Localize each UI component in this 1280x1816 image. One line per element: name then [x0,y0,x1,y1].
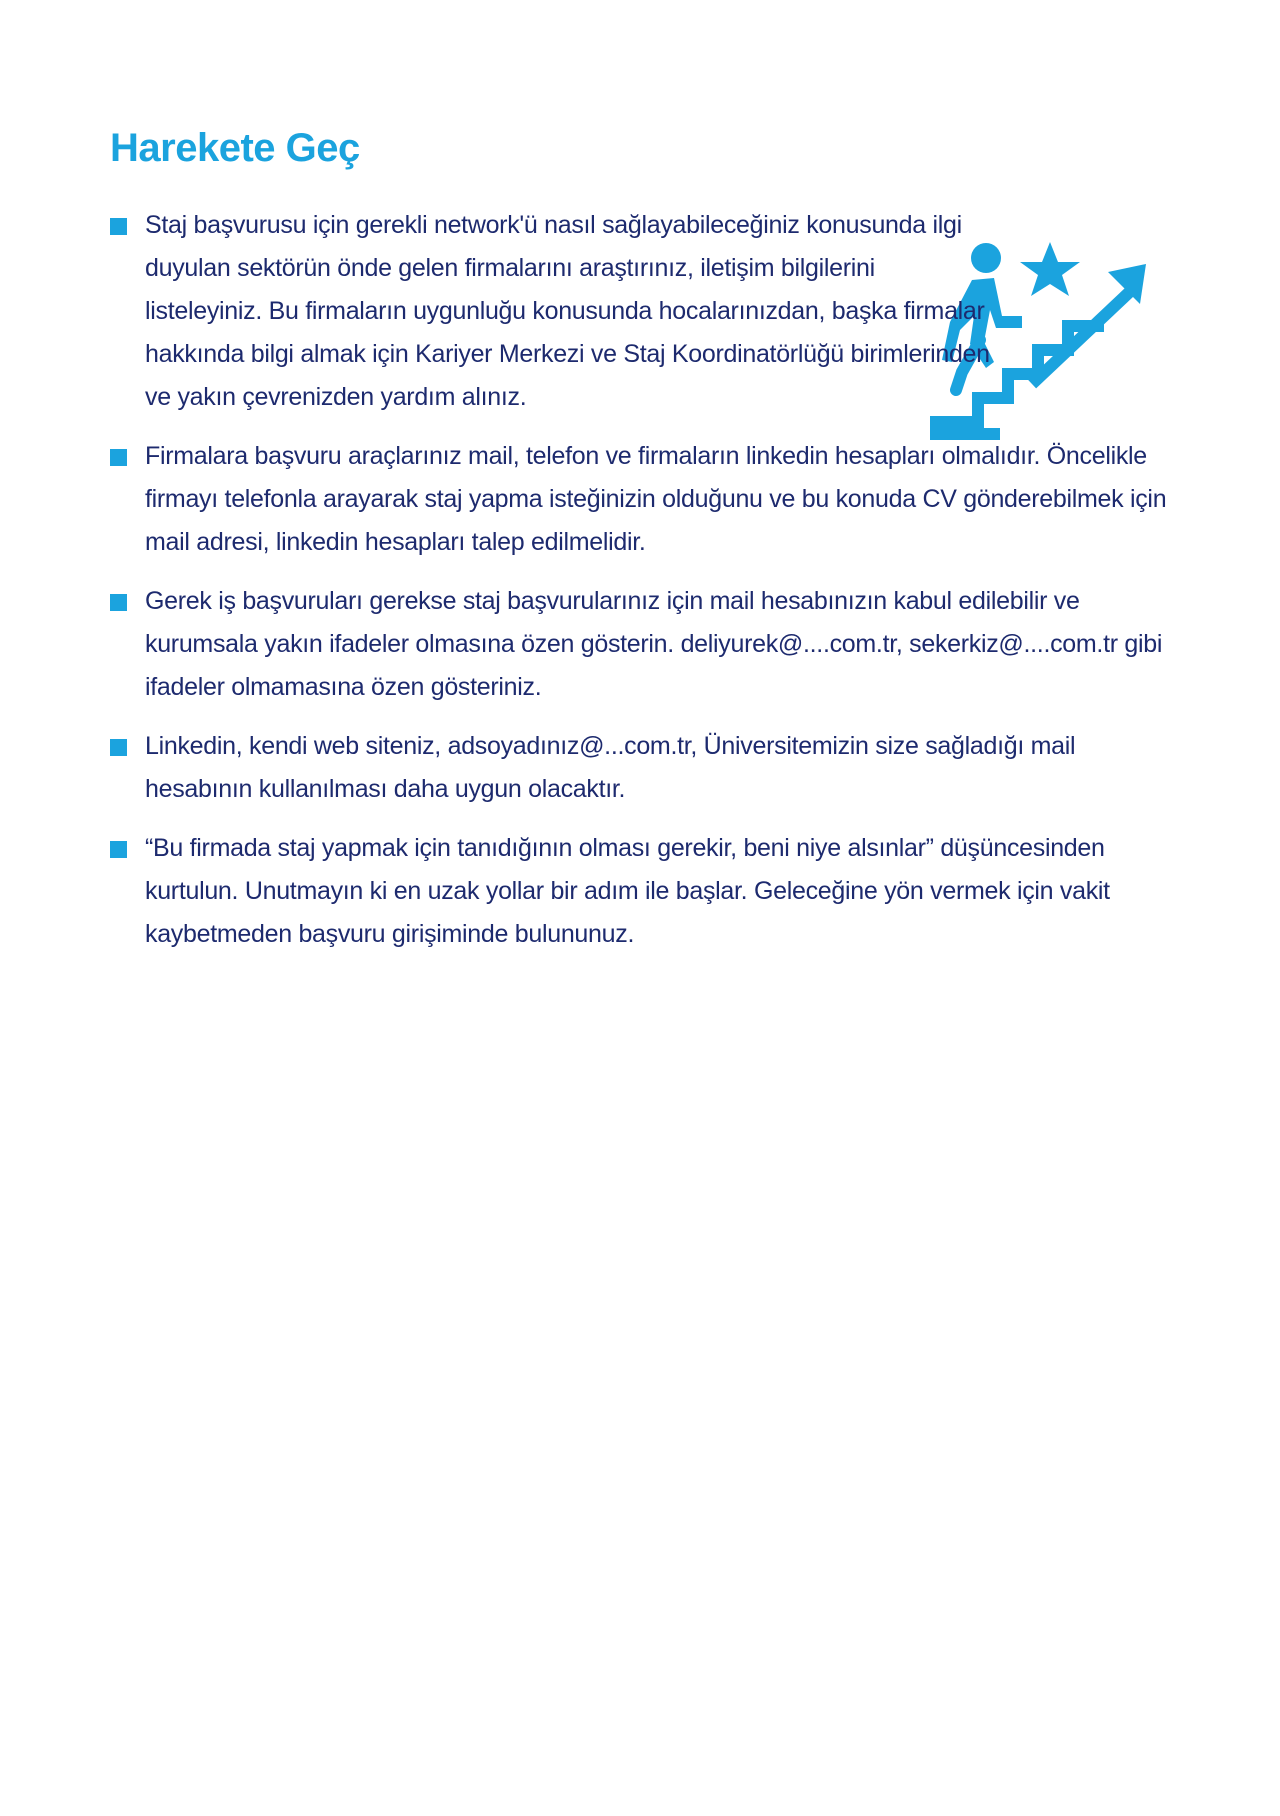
square-bullet-icon [110,739,127,756]
square-bullet-icon [110,449,127,466]
bullet-list [110,204,1180,956]
list-item [110,435,1180,564]
square-bullet-icon [110,218,127,235]
list-item [110,204,995,419]
list-item [110,725,1180,811]
list-item-text: “Bu firmada staj yapmak için tanıdığının olması gerekir, beni niye alsınlar” düşüncesinden kurtulun. Unutmayın ki en uzak yollar bir adım ile başlar. Geleceğine yön vermek için vakit kaybetmeden başvuru girişiminde bulununuz. [145,834,1110,948]
list-item-text: Gerek iş başvuruları gerekse staj başvurularınız için mail hesabınızın kabul edilebilir ve kurumsala yakın ifadeler olmasına özen gösterin. deliyurek@....com.tr, sekerkiz@....com.tr gibi ifadeler olmamasına özen gösteriniz. [145,587,1163,701]
list-item-text: Linkedin, kendi web siteniz, adsoyadınız@...com.tr, Üniversitemizin size sağladığı mail hesabının kullanılması daha uygun olacaktır. [145,732,1076,803]
list-item-text: Firmalara başvuru araçlarınız mail, telefon ve firmaların linkedin hesapları olmalıdır. Öncelikle firmayı telefonla arayarak staj yapma isteğinizin olduğunu ve bu konuda CV gönderebilmek için mail adresi, linkedin hesapları talep edilmelidir. [145,442,1167,556]
list-item-text: Staj başvurusu için gerekli network'ü nasıl sağlayabileceğiniz konusunda ilgi duyulan sektörün önde gelen firmalarını araştırınız, iletişim bilgilerini listeleyiniz. Bu firmaların uygunluğu konusunda hocalarınızdan, başka firmalar hakkında bilgi almak için Kariyer Merkezi ve Staj Koordinatörlüğü birimlerinden ve yakın çevrenizden yardım alınız. [145,211,990,411]
page-title: Harekete Geç [110,126,360,170]
square-bullet-icon [110,594,127,611]
list-item [110,827,1180,956]
square-bullet-icon [110,841,127,858]
list-item [110,580,1180,709]
